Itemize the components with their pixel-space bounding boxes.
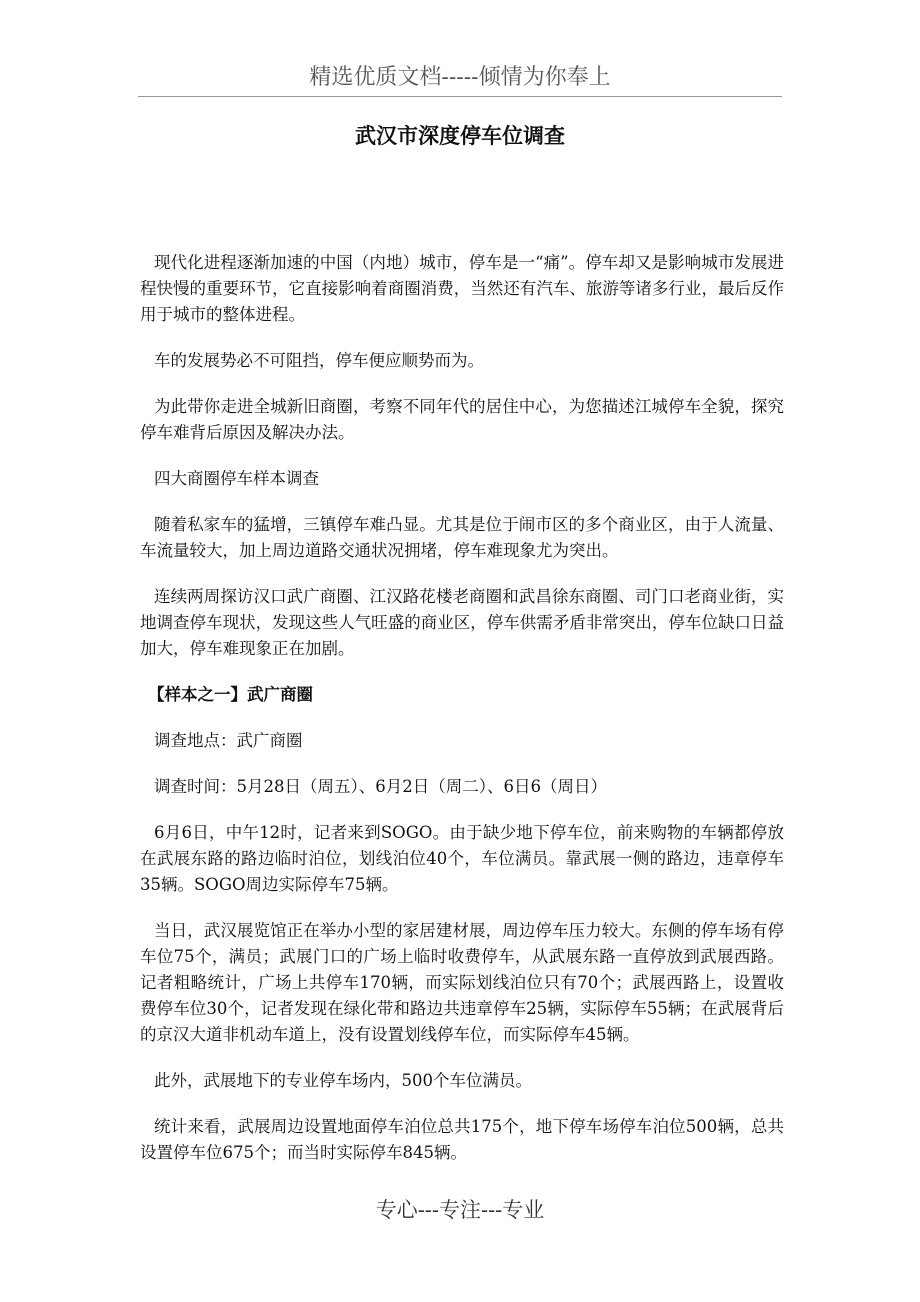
page-footer: 专心---专注---专业	[375, 1198, 545, 1222]
paragraph: 连续两周探访汉口武广商圈、江汉路花楼老商圈和武昌徐东商圈、司门口老商业街，实地调查停车现状，发现这些人气旺盛的商业区，停车供需矛盾非常突出，停车位缺口日益加大，停车难现象正在加剧。	[140, 587, 784, 658]
document-body	[140, 250, 784, 1186]
document-title: 武汉市深度停车位调查	[355, 124, 565, 148]
section-heading: 四大商圈停车样本调查	[154, 469, 319, 488]
sample-heading: 【样本之一】武广商圈	[148, 685, 313, 704]
survey-location: 调查地点：武广商圈	[154, 731, 303, 750]
page-header: 精选优质文档-----倾情为你奉上	[138, 62, 782, 97]
paragraph: 此外，武展地下的专业停车场内，500个车位满员。	[154, 1071, 532, 1090]
paragraph: 随着私家车的猛增，三镇停车难凸显。尤其是位于闹市区的多个商业区，由于人流量、车流量较大，加上周边道路交通状况拥堵，停车难现象尤为突出。	[140, 515, 784, 560]
survey-time: 调查时间：5月28日（周五）、6月2日（周二）、6日6（周日）	[154, 777, 607, 796]
paragraph: 当日，武汉展览馆正在举办小型的家居建材展，周边停车压力较大。东侧的停车场有停车位75个，满员；武展门口的广场上临时收费停车，从武展东路一直停放到武展西路。记者粗略统计，广场上共停车170辆，而实际划线泊位只有70个；武展西路上，设置收费停车位30个，记者发现在绿化带和路边共违章停车25辆，实际停车55辆；在武展背后的京汉大道非机动车道上，没有设置划线停车位，而实际停车45辆。	[140, 921, 784, 1044]
paragraph: 统计来看，武展周边设置地面停车泊位总共175个，地下停车场停车泊位500辆，总共设置停车位675个；而当时实际停车845辆。	[140, 1117, 784, 1162]
paragraph: 车的发展势必不可阻挡，停车便应顺势而为。	[154, 351, 484, 370]
paragraph: 现代化进程逐渐加速的中国（内地）城市，停车是一“痛”。停车却又是影响城市发展进程快慢的重要环节，它直接影响着商圈消费，当然还有汽车、旅游等诸多行业，最后反作用于城市的整体进程。	[140, 253, 784, 324]
paragraph: 6月6日，中午12时，记者来到SOGO。由于缺少地下停车位，前来购物的车辆都停放在武展东路的路边临时泊位，划线泊位40个，车位满员。靠武展一侧的路边，违章停车35辆。SOGO周边实际停车75辆。	[140, 823, 784, 894]
paragraph: 为此带你走进全城新旧商圈，考察不同年代的居住中心，为您描述江城停车全貌，探究停车难背后原因及解决办法。	[140, 397, 784, 442]
